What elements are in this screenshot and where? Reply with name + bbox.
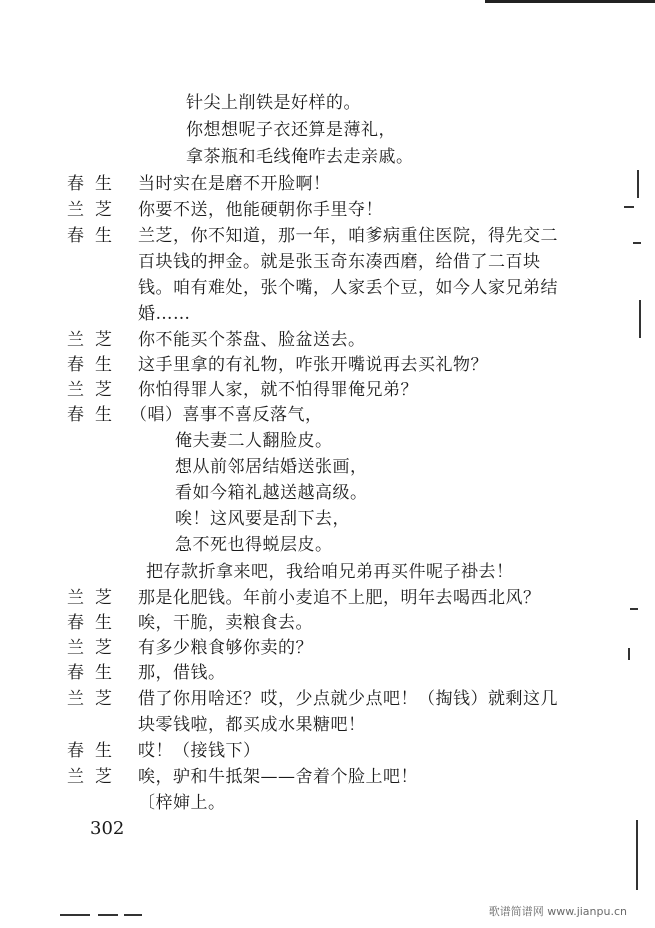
scan-bottom-rule [60,914,90,916]
speaker-label: 兰芝 [67,588,123,608]
speaker-label: 春生 [67,613,123,633]
speaker-label: 兰芝 [67,200,123,220]
script-line: 看如今箱礼越送越高级。 [175,483,368,503]
script-line: 针尖上削铁是好样的。 [186,93,361,113]
speaker-label: 春生 [67,226,123,246]
speaker-label: 兰芝 [67,689,123,709]
speaker-label: 兰芝 [67,330,123,350]
script-line: 这手里拿的有礼物，咋张开嘴说再去买礼物？ [138,355,488,375]
speaker-label: 兰芝 [67,767,123,787]
scan-edge-mark [636,820,638,890]
script-line: 百块钱的押金。就是张玉奇东凑西磨，给借了二百块 [138,252,541,272]
speaker-label: 春生 [67,405,123,425]
speaker-label: 春生 [67,355,123,375]
scan-bottom-rule [124,914,142,916]
script-line: 你想想呢子衣还算是薄礼， [186,120,396,140]
script-line: 你怕得罪人家，就不怕得罪俺兄弟？ [138,380,418,400]
script-line: 想从前邻居结婚送张画， [175,457,368,477]
scan-edge-mark [624,206,634,208]
speaker-label: 春生 [67,663,123,683]
script-line: 俺夫妻二人翻脸皮。 [175,431,333,451]
script-line: 哎！（接钱下） [138,741,261,761]
script-line: 钱。咱有难处，张个嘴，人家丢个豆，如今人家兄弟结 [138,278,558,298]
stage-direction: 〔梓婶上。 [138,793,226,813]
script-line: （唱）喜事不喜反落气， [130,405,323,425]
script-line: 借了你用啥还？哎，少点就少点吧！（掏钱）就剩这几 [138,689,558,709]
scan-edge-mark [633,242,641,244]
script-line: 当时实在是磨不开脸啊！ [138,174,331,194]
scan-edge-mark [630,608,638,610]
script-line: 那，借钱。 [138,663,226,683]
script-line: 块零钱啦，都买成水果糖吧！ [138,715,366,735]
top-edge-rule [485,0,655,3]
script-line: 那是化肥钱。年前小麦追不上肥，明年去喝西北风？ [138,588,541,608]
script-line: 兰芝，你不知道，那一年，咱爹病重住医院，得先交二 [138,226,558,246]
scan-bottom-rule [98,914,118,916]
speaker-label: 兰芝 [67,638,123,658]
speaker-label: 春生 [67,174,123,194]
script-line: 急不死也得蜕层皮。 [175,535,333,555]
speaker-label: 兰芝 [67,380,123,400]
script-line: 唉，干脆，卖粮食去。 [138,613,313,633]
script-line: 你不能买个茶盘、脸盆送去。 [138,330,366,350]
script-line: 有多少粮食够你卖的？ [138,638,313,658]
script-line: 婚…… [138,304,191,324]
script-line: 唉！这风要是刮下去， [175,509,350,529]
site-watermark: 歌谱简谱网 www.jianpu.cn [488,905,627,918]
scan-edge-mark [637,170,639,198]
scan-edge-mark [639,300,641,338]
script-line: 唉，驴和牛抵架——舍着个脸上吧！ [138,767,418,787]
page-number: 302 [90,818,125,839]
script-line: 把存款折拿来吧，我给咱兄弟再买件呢子褂去！ [146,562,514,582]
script-line: 拿茶瓶和毛线俺咋去走亲戚。 [186,147,414,167]
script-line: 你要不送，他能硬朝你手里夺！ [138,200,383,220]
speaker-label: 春生 [67,741,123,761]
scan-edge-mark [628,648,630,660]
